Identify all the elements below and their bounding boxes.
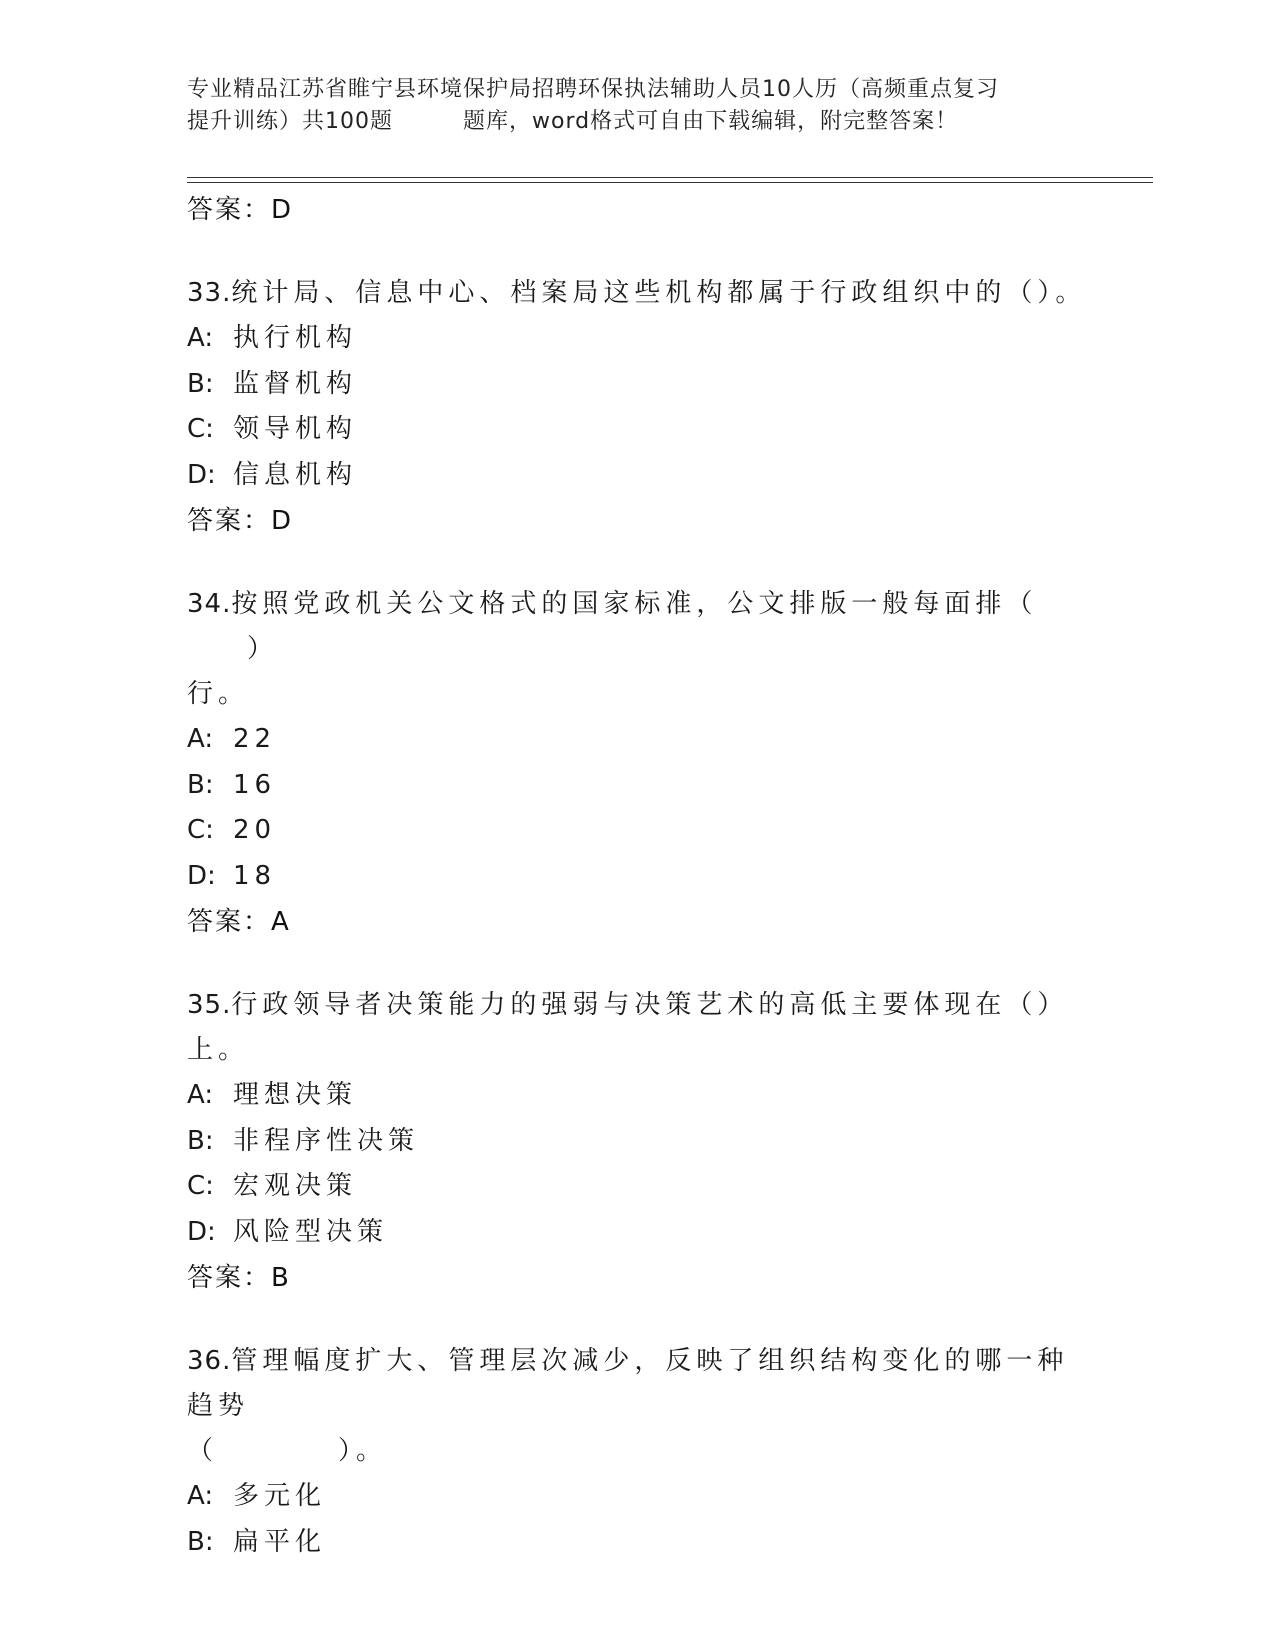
question-text-part-c: 行。 (187, 679, 250, 709)
option-letter: B: (187, 769, 214, 800)
option-b (187, 763, 1087, 809)
header-line-2 (187, 106, 1087, 138)
option-text: 风险型决策 (233, 1216, 389, 1247)
option-c (187, 1164, 1087, 1210)
answer: 答案：A (187, 907, 291, 937)
question-text-part-b: （ (187, 1436, 219, 1466)
question-stem (187, 983, 1087, 1073)
option-text: 理想决策 (233, 1080, 358, 1110)
option-c (187, 407, 1087, 453)
question-33 (187, 271, 1087, 544)
question-text: 行政领导者决策能力的强弱与决策艺术的高低主要体现在（）上。 (187, 990, 1069, 1065)
question-number: 33. (187, 278, 232, 308)
question-text: 统计局、信息中心、档案局这些机构都属于行政组织中的（）。 (231, 278, 1087, 308)
option-letter: A: (187, 1080, 214, 1110)
document-body (187, 187, 1087, 1565)
option-a (187, 717, 1087, 763)
option-text: 执行机构 (233, 323, 358, 353)
question-text-part-b: ） (247, 634, 279, 664)
question-text-part-a: 管理幅度扩大、管理层次减少，反映了组织结构变化的哪一种趋势 (187, 1346, 1069, 1421)
header-line-1: 专业精品江苏省睢宁县环境保护局招聘环保执法辅助人员10人历（高频重点复习 (187, 77, 999, 102)
question-number: 36. (187, 1346, 232, 1376)
page-header (187, 74, 1087, 138)
option-text: 非程序性决策 (233, 1125, 420, 1156)
option-letter: B: (187, 1125, 214, 1156)
question-text-part-a: 按照党政机关公文格式的国家标准，公文排版一般每面排（ (231, 589, 1038, 619)
answer-previous: 答案：D (187, 195, 294, 225)
option-letter: B: (187, 368, 214, 399)
question-text-part-c: ）。 (338, 1436, 388, 1466)
option-text: 18 (233, 860, 277, 891)
question-stem (187, 271, 1087, 316)
option-a (187, 1474, 1087, 1520)
option-text: 多元化 (233, 1481, 327, 1511)
option-b (187, 362, 1087, 408)
question-36 (187, 1339, 1087, 1565)
option-text: 20 (233, 815, 277, 845)
option-text: 22 (233, 724, 277, 754)
option-text: 领导机构 (233, 414, 358, 444)
answer: 答案：D (187, 506, 294, 536)
option-letter: D: (187, 1216, 216, 1247)
option-text: 扁平化 (233, 1526, 327, 1557)
option-d (187, 453, 1087, 499)
option-b (187, 1119, 1087, 1165)
question-number: 34. (187, 589, 232, 619)
option-d (187, 1210, 1087, 1256)
option-letter: A: (187, 1481, 214, 1511)
question-34 (187, 582, 1087, 945)
header-line-2-part-b: 题库，word格式可自由下载编辑，附完整答案！ (463, 109, 959, 134)
question-number: 35. (187, 990, 232, 1020)
option-letter: D: (187, 459, 216, 490)
header-divider (187, 177, 1153, 183)
option-letter: C: (187, 414, 214, 444)
option-a (187, 316, 1087, 362)
option-b (187, 1520, 1087, 1566)
option-letter: C: (187, 1171, 214, 1201)
option-letter: D: (187, 860, 216, 891)
option-text: 监督机构 (233, 368, 358, 399)
option-text: 16 (233, 769, 277, 800)
answer: 答案：B (187, 1263, 291, 1293)
option-letter: B: (187, 1526, 214, 1557)
option-letter: A: (187, 724, 214, 754)
header-line-2-part-a: 提升训练）共100题 (187, 109, 393, 134)
option-letter: A: (187, 323, 214, 353)
question-35 (187, 983, 1087, 1301)
question-stem (187, 1339, 1087, 1474)
option-text: 宏观决策 (233, 1171, 358, 1201)
question-stem (187, 582, 1087, 717)
option-text: 信息机构 (233, 459, 358, 490)
option-c (187, 808, 1087, 854)
option-a (187, 1073, 1087, 1119)
option-letter: C: (187, 815, 214, 845)
option-d (187, 854, 1087, 900)
